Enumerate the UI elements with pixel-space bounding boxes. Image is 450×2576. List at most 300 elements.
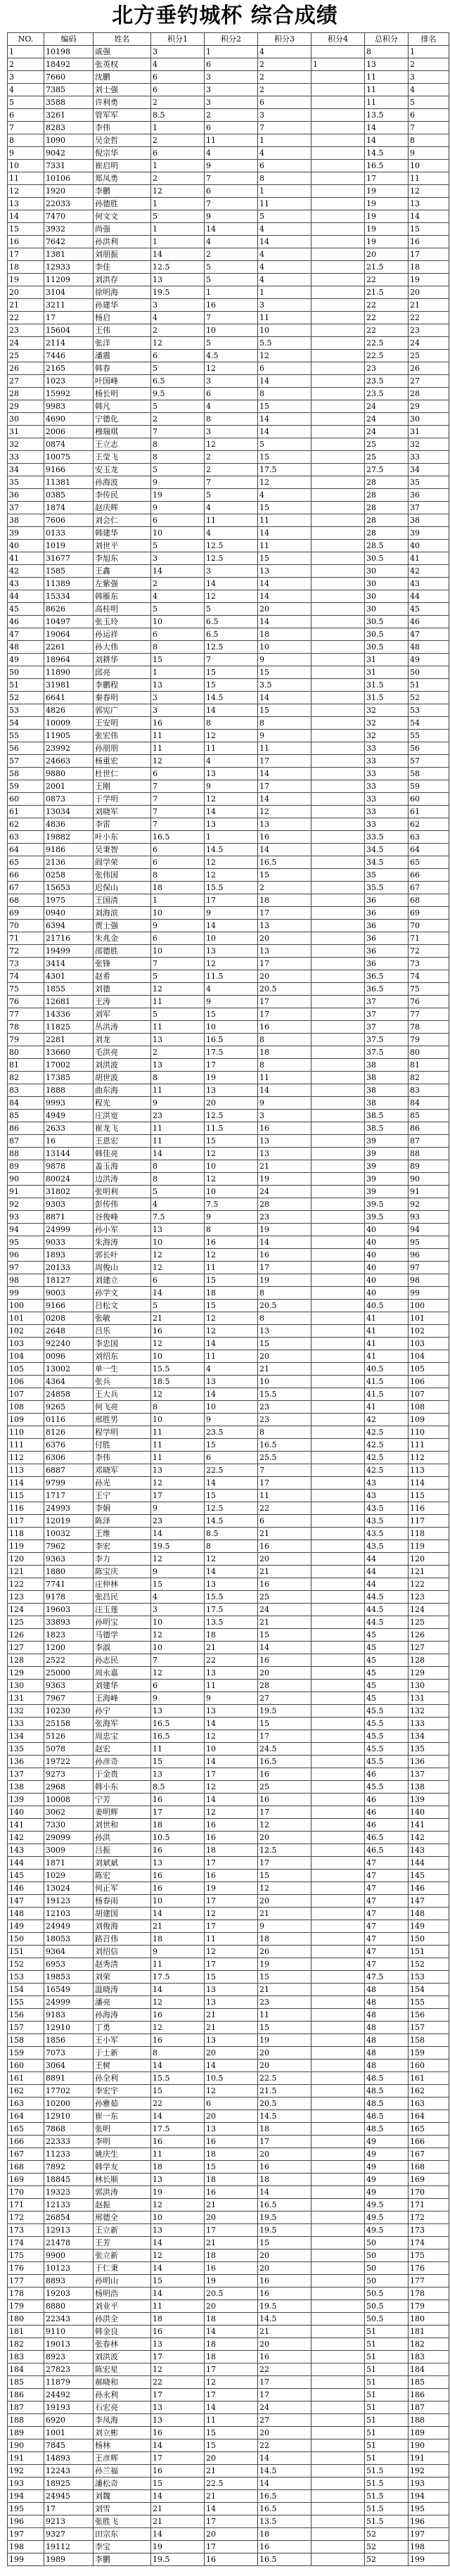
rank-cell: 93 [409,1211,449,1224]
name-cell: 李忠国 [94,1338,151,1350]
rank-cell: 23 [409,324,449,337]
score2-cell: 14 [205,920,258,932]
score2-cell: 18 [205,2174,258,2186]
score2-cell: 4 [205,983,258,996]
code-cell: 25000 [44,1667,94,1680]
table-row [8,1160,449,1173]
score2-cell: 4.5 [205,350,258,362]
score1-cell: 14 [151,2262,205,2275]
score2-cell: 14 [205,578,258,590]
score3-cell: 14 [258,793,311,806]
total-cell: 44 [365,1553,409,1566]
score4-cell [311,1148,365,1160]
name-cell: 刘魏 [94,2490,151,2503]
score3-cell: 28 [258,1680,311,1692]
total-cell: 48.5 [365,2123,409,2136]
score4-cell [311,1388,365,1401]
score4-cell [311,1654,365,1667]
name-cell: 陈宏 [94,1870,151,1882]
score3-cell: 14 [258,2452,311,2465]
name-cell: 毛洪亮 [94,1046,151,1059]
table-row [8,1401,449,1414]
total-cell: 37 [365,1008,409,1021]
code-cell: 11890 [44,666,94,679]
score1-cell: 9 [151,920,205,932]
name-cell: 贾士强 [94,920,151,932]
score3-cell: 14.5 [258,2465,311,2477]
no-cell: 141 [8,1819,44,1832]
total-cell: 50.5 [365,2300,409,2313]
score1-cell: 14 [151,1908,205,1920]
score1-cell: 10.5 [151,1832,205,1844]
no-cell: 187 [8,2401,44,2414]
rank-cell: 30 [409,413,449,426]
table-row [8,1857,449,1870]
score3-cell: 9 [258,654,311,666]
code-cell: 8283 [44,122,94,134]
no-cell: 12 [8,185,44,198]
score4-cell [311,1933,365,1946]
score1-cell: 5 [151,1186,205,1198]
score3-cell: 15 [258,1718,311,1730]
no-cell: 176 [8,2262,44,2275]
code-cell: 15604 [44,324,94,337]
name-cell: 李宏宇 [94,2085,151,2098]
rank-cell: 36 [409,489,449,502]
score1-cell: 1 [151,160,205,172]
table-row [8,717,449,730]
table-row [8,2389,449,2401]
score3-cell: 27 [258,2414,311,2427]
total-cell: 38 [365,1072,409,1084]
table-row [8,1262,449,1274]
table-row [8,1908,449,1920]
no-cell: 86 [8,1122,44,1135]
total-cell: 32 [365,730,409,742]
name-cell: 李旭东 [94,552,151,565]
score4-cell [311,1528,365,1540]
rank-cell: 63 [409,831,449,844]
rank-cell: 187 [409,2401,449,2414]
score1-cell: 15 [151,2477,205,2490]
no-cell: 44 [8,590,44,603]
score4-cell [311,375,365,388]
score3-cell: 7 [258,122,311,134]
score2-cell: 18 [205,1629,258,1642]
rank-cell: 172 [409,2212,449,2224]
score4-cell [311,704,365,717]
no-cell: 173 [8,2224,44,2237]
table-row [8,2528,449,2541]
score1-cell: 13 [151,1464,205,1477]
code-cell: 13034 [44,806,94,818]
total-cell: 40.5 [365,1363,409,1376]
table-row [8,2401,449,2414]
score3-cell: 14 [258,590,311,603]
score1-cell: 7 [151,793,205,806]
no-cell: 87 [8,1135,44,1148]
total-cell: 47.5 [365,1971,409,1984]
name-cell: 周永嘉 [94,1667,151,1680]
score4-cell [311,299,365,312]
no-cell: 122 [8,1578,44,1591]
score4-cell [311,2300,365,2313]
name-cell: 陈宝庆 [94,1566,151,1578]
name-cell: 刘朋振 [94,248,151,261]
score4-cell [311,1300,365,1312]
total-cell: 48 [365,2060,409,2072]
rank-cell: 71 [409,932,449,945]
no-cell: 76 [8,996,44,1008]
score1-cell: 19 [151,489,205,502]
total-cell: 22 [365,312,409,324]
rank-cell: 56 [409,742,449,755]
rank-cell: 15 [409,223,449,236]
score3-cell: 13.5 [258,2515,311,2528]
rank-cell: 139 [409,1794,449,1806]
table-row [8,1110,449,1122]
no-cell: 45 [8,603,44,616]
table-row [8,1122,449,1135]
score2-cell: 9 [205,160,258,172]
score4-cell [311,2034,365,2047]
name-cell: 孙海涛 [94,2009,151,2022]
code-cell: 10106 [44,172,94,185]
score2-cell: 6 [205,1452,258,1464]
rank-cell: 19 [409,274,449,286]
no-cell: 189 [8,2427,44,2439]
name-cell: 姚庆生 [94,2148,151,2161]
score3-cell: 16 [258,1794,311,1806]
score1-cell: 6 [151,932,205,945]
rank-cell: 122 [409,1578,449,1591]
total-cell: 51 [365,2351,409,2364]
name-cell: 张玉玲 [94,616,151,628]
score4-cell [311,134,365,147]
name-cell: 韩金良 [94,2326,151,2338]
name-cell: 吕松文 [94,1300,151,1312]
score1-cell: 11 [151,742,205,755]
table-row [8,160,449,172]
rank-cell: 88 [409,1148,449,1160]
total-cell: 38 [365,1084,409,1097]
score3-cell: 3 [258,1110,311,1122]
name-cell: 邵德胜 [94,945,151,958]
score2-cell: 14 [205,2060,258,2072]
score2-cell: 11 [205,1262,258,1274]
code-cell: 0133 [44,527,94,540]
score3-cell: 20 [258,2262,311,2275]
no-cell: 47 [8,628,44,641]
name-cell: 刘建立 [94,1274,151,1287]
code-cell: 22333 [44,2136,94,2148]
name-cell: 刘龙 [94,1034,151,1046]
total-cell: 33 [365,793,409,806]
score1-cell: 23 [151,1515,205,1528]
score1-cell: 12 [151,1338,205,1350]
no-cell: 116 [8,1502,44,1515]
score4-cell [311,1363,365,1376]
name-cell: 赵希 [94,970,151,983]
score2-cell: 12 [205,362,258,375]
name-cell: 王莹飞 [94,451,151,464]
score3-cell: 17.5 [258,464,311,476]
no-cell: 39 [8,527,44,540]
total-cell: 43.5 [365,1502,409,1515]
code-cell: 1856 [44,2034,94,2047]
total-cell: 30.5 [365,616,409,628]
score4-cell [311,1224,365,1236]
rank-cell: 60 [409,793,449,806]
score1-cell: 5 [151,464,205,476]
score2-cell: 4 [205,502,258,514]
score2-cell: 4 [205,1363,258,1376]
score2-cell: 14 [205,1718,258,1730]
score1-cell: 5 [151,1008,205,1021]
code-cell: 12243 [44,2465,94,2477]
table-row [8,1604,449,1616]
score1-cell: 2 [151,134,205,147]
rank-cell: 149 [409,1920,449,1933]
table-row [8,58,449,71]
score3-cell: 15 [258,1629,311,1642]
total-cell: 48 [365,1996,409,2009]
total-cell: 22 [365,299,409,312]
score1-cell: 9 [151,1502,205,1515]
name-cell: 彭传伟 [94,1198,151,1211]
table-row [8,755,449,768]
score3-cell: 23 [258,1996,311,2009]
score3-cell: 14 [258,236,311,248]
score1-cell: 13 [151,2401,205,2414]
rank-cell: 192 [409,2465,449,2477]
no-cell: 49 [8,654,44,666]
score3-cell: 16 [258,2541,311,2553]
code-cell: 22343 [44,2313,94,2326]
code-cell: 31802 [44,1186,94,1198]
score1-cell: 6 [151,147,205,160]
score2-cell: 12 [205,793,258,806]
name-cell: 于金贵 [94,1768,151,1781]
table-row [8,2300,449,2313]
rank-cell: 153 [409,1971,449,1984]
score3-cell: 17 [258,1806,311,1819]
code-cell: 10497 [44,616,94,628]
score1-cell: 18 [151,1933,205,1946]
name-cell: 宁芳 [94,1794,151,1806]
score1-cell: 6 [151,844,205,856]
name-cell: 孙明宝 [94,1616,151,1629]
score4-cell [311,1122,365,1135]
score1-cell: 12 [151,2199,205,2212]
score3-cell: 8 [258,1426,311,1439]
score2-cell: 14.5 [205,844,258,856]
total-cell: 22.5 [365,350,409,362]
score3-cell: 3 [258,299,311,312]
total-cell: 21.5 [365,286,409,299]
name-cell: 郭洪涛 [94,2186,151,2199]
results-table [7,32,449,2566]
score2-cell: 17.5 [205,1604,258,1616]
score2-cell: 19 [205,1072,258,1084]
score1-cell: 4 [151,590,205,603]
score3-cell: 14.5 [258,2313,311,2326]
no-cell: 57 [8,755,44,768]
score2-cell: 9 [205,1211,258,1224]
code-cell: 10032 [44,1528,94,1540]
score2-cell: 15 [205,1490,258,1502]
name-cell: 张昌民 [94,1591,151,1604]
score1-cell: 12 [151,1553,205,1566]
no-cell: 56 [8,742,44,755]
score2-cell: 15 [205,679,258,692]
score1-cell: 15 [151,1756,205,1768]
total-cell: 30 [365,578,409,590]
rank-cell: 158 [409,2034,449,2047]
no-cell: 26 [8,362,44,375]
score1-cell: 18.5 [151,1376,205,1388]
no-cell: 89 [8,1160,44,1173]
name-cell: 丛洪涛 [94,1021,151,1034]
code-cell: 1019 [44,540,94,552]
code-cell: 2261 [44,641,94,654]
score2-cell: 6 [205,2098,258,2110]
table-row [8,2148,449,2161]
score3-cell: 4 [258,248,311,261]
score1-cell: 12.5 [151,261,205,274]
name-cell: 张胜飞 [94,2515,151,2528]
table-row [8,2199,449,2212]
total-cell: 45.5 [365,1781,409,1794]
rank-cell: 134 [409,1730,449,1743]
table-row [8,540,449,552]
score3-cell: 11 [258,1490,311,1502]
code-cell: 11209 [44,274,94,286]
score2-cell: 12 [205,730,258,742]
rank-cell: 52 [409,692,449,704]
score4-cell [311,350,365,362]
score4-cell [311,160,365,172]
score1-cell: 5 [151,362,205,375]
no-cell: 21 [8,299,44,312]
name-cell: 王彦辉 [94,2452,151,2465]
score3-cell: 19 [258,1224,311,1236]
code-cell: 3414 [44,958,94,970]
name-cell: 高桂明 [94,603,151,616]
no-cell: 117 [8,1515,44,1528]
score4-cell [311,806,365,818]
name-cell: 边洪涛 [94,1173,151,1186]
table-row [8,489,449,502]
score2-cell: 9 [205,210,258,223]
no-cell: 53 [8,704,44,717]
rank-cell: 124 [409,1604,449,1616]
code-cell: 19013 [44,2338,94,2351]
score1-cell: 11 [151,1743,205,1756]
code-cell: 9327 [44,2528,94,2541]
score1-cell: 4 [151,1591,205,1604]
table-row [8,2085,449,2098]
rank-cell: 16 [409,236,449,248]
score1-cell: 9.5 [151,388,205,400]
score4-cell [311,1971,365,1984]
name-cell: 潘亮 [94,1996,151,2009]
code-cell: 31677 [44,552,94,565]
score3-cell: 18 [258,1046,311,1059]
rank-cell: 82 [409,1072,449,1084]
no-cell: 43 [8,578,44,590]
table-row [8,426,449,438]
score3-cell: 14 [258,2186,311,2199]
no-cell: 192 [8,2465,44,2477]
table-row [8,2262,449,2275]
code-cell: 11381 [44,476,94,489]
score1-cell: 15 [151,654,205,666]
no-cell: 58 [8,768,44,780]
rank-cell: 120 [409,1553,449,1566]
score3-cell: 14 [258,768,311,780]
name-cell: 张英权 [94,58,151,71]
rank-cell: 65 [409,856,449,869]
rank-cell: 40 [409,540,449,552]
score4-cell [311,2199,365,2212]
score1-cell: 2 [151,413,205,426]
footer-space [7,2566,443,2576]
score2-cell: 1 [205,286,258,299]
name-cell: 李雷 [94,818,151,831]
name-cell: 李淑 [94,1642,151,1654]
score4-cell [311,1743,365,1756]
score2-cell: 16 [205,1236,258,1249]
score2-cell: 9 [205,1414,258,1426]
code-cell: 1888 [44,1084,94,1097]
name-cell: 李鹏 [94,2553,151,2566]
score3-cell: 20 [258,932,311,945]
score4-cell [311,2515,365,2528]
score4-cell [311,1667,365,1680]
score4-cell [311,1920,365,1933]
name-cell: 孙大伟 [94,641,151,654]
score4-cell [311,46,365,58]
name-cell: 张宏伟 [94,730,151,742]
table-row [8,1502,449,1515]
code-cell: 9993 [44,1097,94,1110]
name-cell: 王海峰 [94,1692,151,1705]
name-cell: 杨春雨 [94,1895,151,1908]
name-cell: 张立新 [94,2250,151,2262]
score4-cell [311,2288,365,2300]
name-cell: 刘洪存 [94,274,151,286]
table-row [8,337,449,350]
total-cell: 13 [365,58,409,71]
code-cell: 17385 [44,1072,94,1084]
score2-cell: 18 [205,1287,258,1300]
code-cell: 22033 [44,198,94,210]
no-cell: 103 [8,1338,44,1350]
score4-cell [311,1338,365,1350]
rank-cell: 179 [409,2300,449,2313]
table-row [8,616,449,628]
table-row [8,983,449,996]
name-cell: 李宝 [94,2541,151,2553]
rank-cell: 13 [409,198,449,210]
rank-cell: 69 [409,907,449,920]
total-cell: 46 [365,1768,409,1781]
score2-cell: 12 [205,1325,258,1338]
score4-cell [311,1819,365,1832]
score3-cell: 14 [258,1642,311,1654]
total-cell: 45 [365,1629,409,1642]
